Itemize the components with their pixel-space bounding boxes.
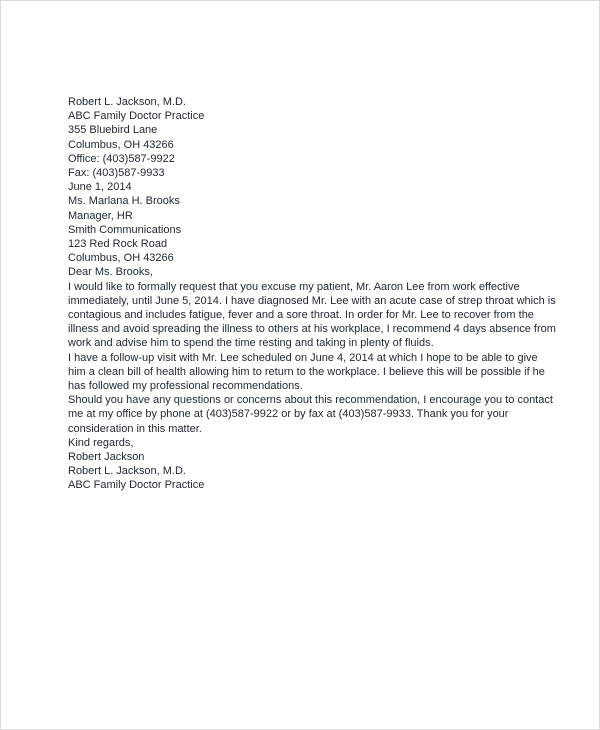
- recipient-title: Manager, HR: [68, 209, 133, 222]
- recipient-block: [68, 194, 558, 265]
- closing-block: [68, 436, 558, 493]
- signature: Robert Jackson: [68, 451, 145, 464]
- body-paragraph: I have a follow-up visit with Mr. Lee scheduled on June 4, 2014 at which I hope to be able to give him a clean bill of health allowing him to return to the workplace. I believe this will be possible if he has followed my professional recommendations.: [68, 351, 545, 393]
- sender-name: Robert L. Jackson, M.D.: [68, 96, 186, 108]
- recipient-company: Smith Communications: [68, 223, 182, 236]
- body-paragraph: I would like to formally request that you excuse my patient, Mr. Aaron Lee from work effective immediately, until June 5, 2014. I have diagnosed Mr. Lee with an acute case of strep throat which is contagious and includes fatigue, fever and a sore throat. In order for Mr. Lee to recover from the illness and avoid spreading the illness to others at his workplace, I recommend 4 days absence from work and advise him to spend the time resting and taking in plenty of fluids.: [68, 280, 556, 350]
- letter-date: June 1, 2014: [68, 181, 132, 194]
- sender-fax: Fax: (403)587-9933: [68, 167, 165, 180]
- closing-name: Robert L. Jackson, M.D.: [68, 465, 186, 478]
- body-paragraph: Should you have any questions or concerns about this recommendation, I encourage you to contact me at my office by phone at (403)587-9922 or by fax at (403)587-9933. Thank you for your consideration in this matter.: [68, 394, 553, 435]
- salutation: Dear Ms. Brooks,: [68, 266, 153, 279]
- sender-practice: ABC Family Doctor Practice: [68, 110, 205, 123]
- letter-content: [68, 95, 558, 493]
- recipient-address-line2: Columbus, OH 43266: [68, 252, 174, 265]
- closing-practice: ABC Family Doctor Practice: [68, 479, 205, 492]
- sender-address-line2: Columbus, OH 43266: [68, 138, 174, 151]
- sender-address-line1: 355 Bluebird Lane: [68, 124, 158, 137]
- recipient-address-line1: 123 Red Rock Road: [68, 238, 168, 251]
- sender-block: [68, 95, 558, 180]
- sender-office-phone: Office: (403)587-9922: [68, 152, 175, 165]
- valediction: Kind regards,: [68, 436, 134, 449]
- recipient-name: Ms. Marlana H. Brooks: [68, 195, 180, 208]
- letter-body: [68, 280, 558, 436]
